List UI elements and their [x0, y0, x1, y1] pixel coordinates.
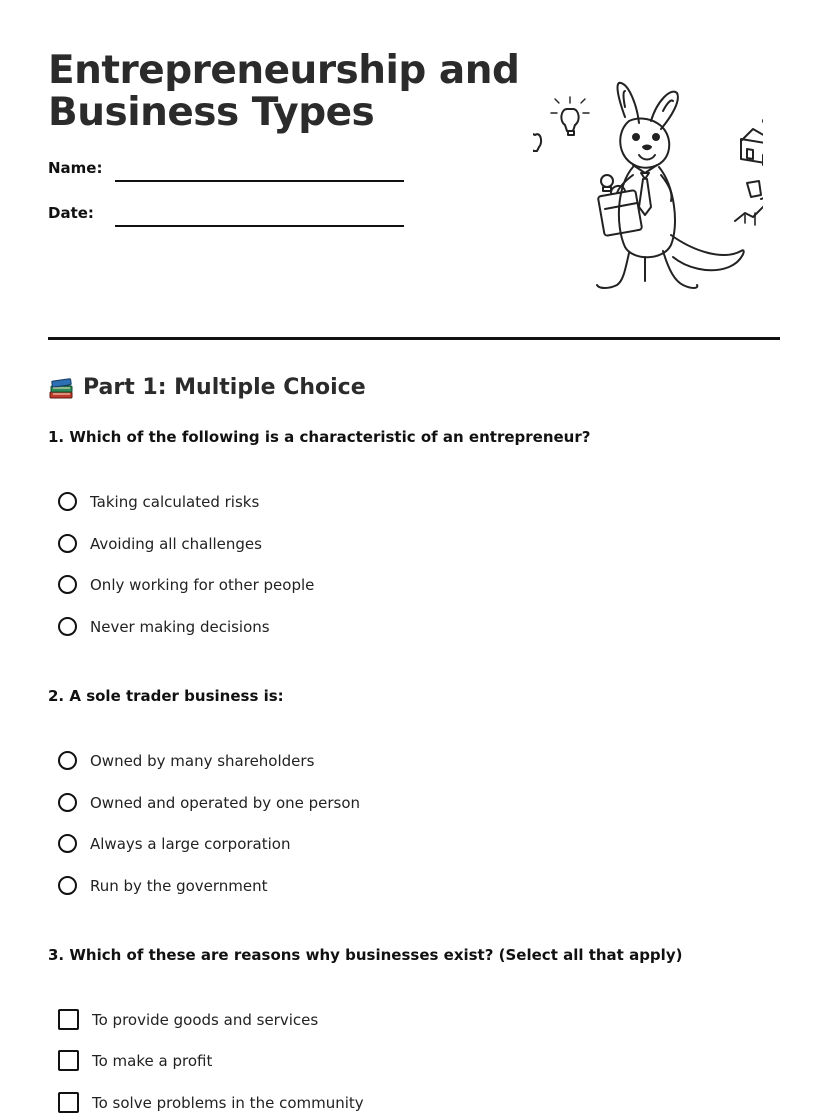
radio-button[interactable]: [58, 575, 77, 594]
q1-option-2[interactable]: [58, 534, 262, 553]
option-label: Avoiding all challenges: [90, 534, 262, 553]
radio-button[interactable]: [58, 793, 77, 812]
radio-button[interactable]: [58, 751, 77, 770]
radio-button[interactable]: [58, 492, 77, 511]
option-label: Always a large corporation: [90, 834, 291, 853]
radio-button[interactable]: [58, 534, 77, 553]
radio-button[interactable]: [58, 834, 77, 853]
name-label: Name:: [48, 159, 103, 177]
name-field[interactable]: [115, 180, 404, 182]
option-label: To provide goods and services: [92, 1010, 319, 1029]
q1-option-1[interactable]: [58, 492, 259, 511]
kangaroo-businessman-icon: [533, 75, 763, 300]
q1-option-4[interactable]: [58, 617, 270, 636]
checkbox[interactable]: [58, 1009, 79, 1030]
header-divider: [48, 337, 780, 340]
date-label: Date:: [48, 204, 94, 222]
option-label: Owned and operated by one person: [90, 793, 361, 812]
worksheet-title: [48, 50, 519, 134]
q2-option-4[interactable]: [58, 876, 268, 895]
option-label: To make a profit: [92, 1051, 213, 1070]
checkbox[interactable]: [58, 1092, 79, 1113]
option-label: Taking calculated risks: [90, 492, 260, 511]
option-label: Run by the government: [90, 876, 268, 895]
radio-button[interactable]: [58, 617, 77, 636]
q3-option-3[interactable]: [58, 1092, 364, 1113]
checkbox[interactable]: [58, 1050, 79, 1071]
title-line-2: Business Types: [48, 90, 375, 135]
question-1: 1. Which of the following is a characteristic of an entrepreneur?: [48, 428, 591, 446]
worksheet-page: [48, 0, 780, 1118]
title-line-1: Entrepreneurship and: [48, 48, 520, 93]
q2-option-3[interactable]: [58, 834, 290, 853]
radio-button[interactable]: [58, 876, 77, 895]
option-label: Never making decisions: [90, 617, 270, 636]
q2-option-1[interactable]: [58, 751, 314, 770]
question-3: 3. Which of these are reasons why businesses exist? (Select all that apply): [48, 946, 683, 964]
question-2: 2. A sole trader business is:: [48, 687, 284, 705]
option-label: Only working for other people: [90, 575, 315, 594]
q2-option-2[interactable]: [58, 793, 360, 812]
part1-heading-text: Part 1: Multiple Choice: [83, 374, 366, 400]
option-label: To solve problems in the community: [92, 1093, 364, 1112]
option-label: Owned by many shareholders: [90, 751, 315, 770]
q1-option-3[interactable]: [58, 575, 314, 594]
q3-option-1[interactable]: [58, 1009, 318, 1030]
books-icon: [48, 374, 75, 400]
q3-option-2[interactable]: [58, 1050, 212, 1071]
part1-heading: [48, 374, 366, 400]
date-field[interactable]: [115, 225, 404, 227]
